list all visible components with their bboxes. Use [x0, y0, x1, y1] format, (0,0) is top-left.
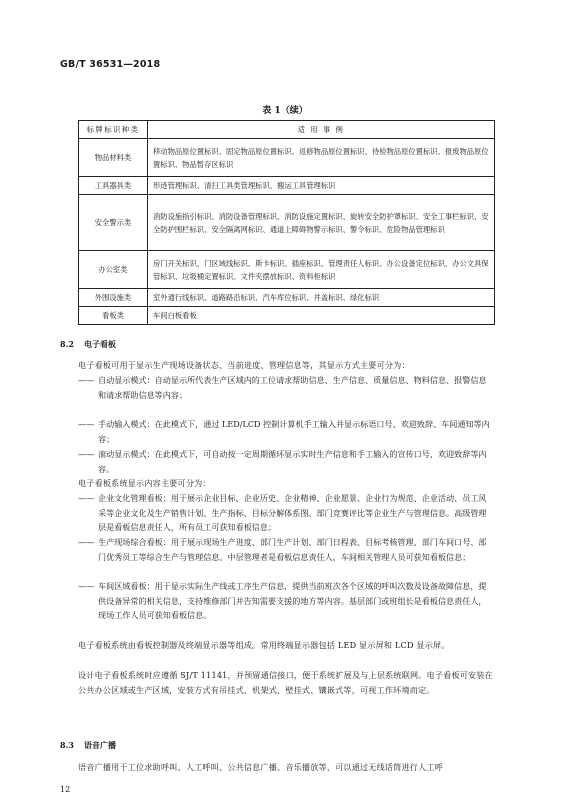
list-item	[78, 373, 493, 402]
table-row	[79, 139, 495, 177]
table-cell-category: 安全警示类	[79, 195, 148, 251]
table-cell-examples: 形迹管理标识、清扫工具类管理标识、搬运工具管理标识	[148, 177, 495, 195]
table-cell-examples: 消防设施指引标识、消防设备管理标识、消防设施定置标识、旋转安全防护罩标识、安全工事栏标识、安全防护围栏标识、安全隔离网标识、通道上障碍物警示标识、警令标识、危险物品管理标识	[148, 195, 495, 251]
list-item	[78, 491, 493, 535]
list-item	[78, 579, 493, 623]
column-header-category: 标牌标识种类	[79, 121, 148, 139]
table-cell-examples: 车间白板看板	[148, 307, 495, 325]
section-title: 语音广播	[84, 740, 116, 750]
list-item-text: 企业文化管理看板：用于展示企业目标、企业历史、企业精神、企业愿景、企业行为规范、企业活动、员工风采等企业文化及生产销售计划、生产指标、目标分解体系图、部门竞赛评比等企业生产与管理信息。高级管理层是看板信息责任人，所有员工可获知看板信息；	[98, 493, 487, 533]
paragraph-system-composition: 电子看板系统由看板控制器及终端显示器等组成。常用终端显示器包括 LED 显示屏和 LCD 显示屏。	[78, 640, 450, 650]
list-item-text: 手动输入模式：在此模式下，通过 LED/LCD 控制计算机手工输入并显示标语口号、欢迎致辞、车间通知等内容；	[98, 419, 490, 444]
section-heading-8-2	[60, 339, 116, 350]
signage-table	[78, 120, 495, 325]
table-row	[79, 177, 495, 195]
page-number: 12	[60, 785, 71, 794]
list-item-text: 滚动显示模式：在此模式下，可自动按一定周期循环显示实时生产信息和手工输入的宣传口号，欢迎致辞等内容。	[98, 449, 487, 474]
dash-marker: ——	[78, 449, 95, 459]
dash-marker: ——	[78, 375, 95, 385]
standard-code: GB/T 36531—2018	[60, 59, 161, 70]
section-title: 电子看板	[84, 339, 116, 349]
table-row	[79, 289, 495, 307]
table-cell-examples: 移动物品原位置标识、固定物品原位置标识、返修物品原位置标识、待检物品原位置标识、报废物品原位置标识、物品暂存区标识	[148, 139, 495, 177]
dash-marker: ——	[78, 537, 95, 547]
table-cell-category: 物品材料类	[79, 139, 148, 177]
list-item-text: 车间区域看板：用于显示实际生产线或工序生产信息，提供当前班次各个区域的呼叫次数及设备故障信息，提供设备异常的相关信息，支持维修部门并告知需要支援的地方等内容。基层部门或班组长是看板信息责任人，现场工作人员可获知看板信息。	[98, 581, 487, 621]
table-header-row	[79, 121, 495, 139]
list-item-text: 自动显示模式：自动显示所代表生产区域内的工位请求帮助信息、生产信息、质量信息、物料信息、报警信息和请求帮助信息等内容；	[98, 375, 487, 400]
table-cell-category: 看板类	[79, 307, 148, 325]
table-cell-category: 工具器具类	[79, 177, 148, 195]
table-row	[79, 251, 495, 289]
table-title: 表 1（续）	[262, 106, 308, 116]
paragraph-system-design: 设计电子看板系统时应遵循 SJ/T 11141，并预留通信接口，便于系统扩展及与上层系统联网。电子看板可安装在公共办公区域或生产区域，安装方式有吊挂式、机架式、壁挂式、镶嵌式等，可视工作环境而定。	[78, 670, 493, 695]
table-cell-category: 外围设施类	[79, 289, 148, 307]
table-row	[79, 307, 495, 325]
table-row	[79, 195, 495, 251]
paragraph-intro-2: 电子看板系统显示内容主要可分为：	[78, 478, 211, 488]
table-cell-examples: 室外通行线标识、道路路沿标识、汽车库位标识、井盖标识、绿化标识	[148, 289, 495, 307]
paragraph-intro: 电子看板可用于显示生产现场设备状态、当前进度、管理信息等，其显示方式主要可分为：	[78, 360, 410, 370]
list-item-text: 生产现场综合看板：用于展示现场生产进度、部门生产计划、部门日程表、目标考核管理、部门车间口号、部门优秀员工等综合生产与管理信息。中层管理者是看板信息责任人，车间相关管理人员可获知看板信息；	[98, 537, 487, 562]
section-heading-8-3	[60, 740, 116, 751]
dash-marker: ——	[78, 581, 95, 591]
list-item	[78, 447, 493, 476]
section-number: 8.3	[60, 740, 74, 750]
dash-marker: ——	[78, 493, 95, 503]
column-header-examples: 适 用 事 例	[148, 121, 495, 139]
table-cell-examples: 房门开关标识、门区域线标识、斯卡标识、插座标识、管理责任人标识、办公设备定位标识、办公文具保管标识、垃圾桶定置标识、文件夹摆放标识、资料柜标识	[148, 251, 495, 289]
table-cell-category: 办公室类	[79, 251, 148, 289]
list-item	[78, 417, 493, 446]
section-number: 8.2	[60, 339, 74, 349]
list-item	[78, 535, 493, 564]
dash-marker: ——	[78, 419, 95, 429]
paragraph-voice-broadcast: 语音广播用于工位求助呼叫、人工呼叫、公共信息广播、音乐播放等，可以通过无线话筒进行人工呼	[78, 762, 443, 772]
